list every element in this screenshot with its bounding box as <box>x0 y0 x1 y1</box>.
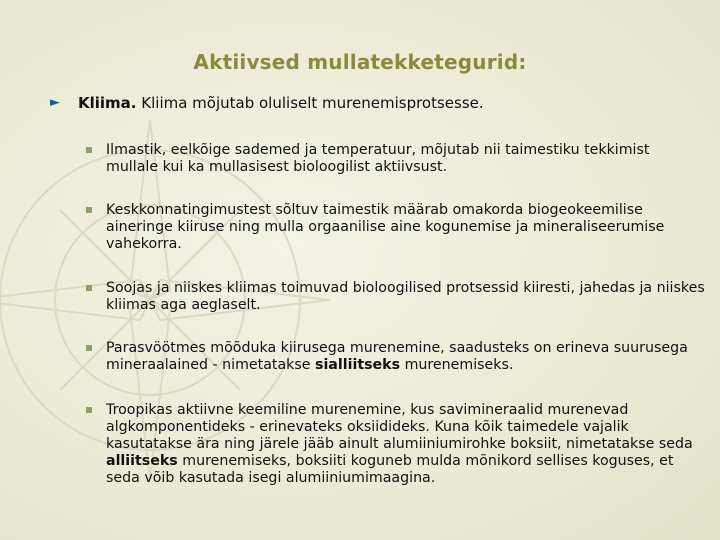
sub-bullet-text: Keskkonnatingimustest sõltuv taimestik määrab omakorda biogeokeemilise aineringe kiiruse ning mulla orgaanilise aine kogunemise ja mineraliseerumise vahekorra. <box>106 202 665 252</box>
main-bullet-label: Kliima. <box>78 94 137 112</box>
sub-bullet-text: Soojas ja niiskes kliimas toimuvad bioloogilised protsessid kiiresti, jahedas ja niiskes kliimas aga aeglaselt. <box>106 280 705 313</box>
sub-bullet-text: Troopikas aktiivne keemiline murenemine, kus savimineraalid murenevad algkomponentideks - erinevateks oksiidideks. Kuna kõik taimedele vajalik kasutatakse ära ning järele jääb ainult alumiiniumirohke boksiit, nimetatakse seda alliitseks murenemiseks, boksiiti koguneb mulda mõnikord sellises koguses, et seda võib kasutada isegi alumiiniumimaagina. <box>106 402 693 486</box>
sub-bullet-text: Ilmastik, eelkõige sademed ja temperatuur, mõjutab nii taimestiku tekkimist mullale kui ka mullasisest bioloogilist aktiivsust. <box>106 142 650 175</box>
main-bullet-text <box>78 94 678 112</box>
triangle-right-icon: ► <box>50 95 60 110</box>
square-bullet-icon <box>86 285 92 291</box>
square-bullet-icon <box>86 407 92 413</box>
main-bullet-body: Kliima mõjutab oluliselt murenemisprotsesse. <box>136 94 484 112</box>
square-bullet-icon <box>86 345 92 351</box>
square-bullet-icon <box>86 207 92 213</box>
slide-title: Aktiivsed mullatekketegurid: <box>193 50 527 74</box>
sub-bullet-text: Parasvöötmes mõõduka kiirusega murenemine, saadusteks on erineva suurusega mineraalained - nimetatakse sialliitseks murenemiseks. <box>106 340 688 373</box>
square-bullet-icon <box>86 147 92 153</box>
